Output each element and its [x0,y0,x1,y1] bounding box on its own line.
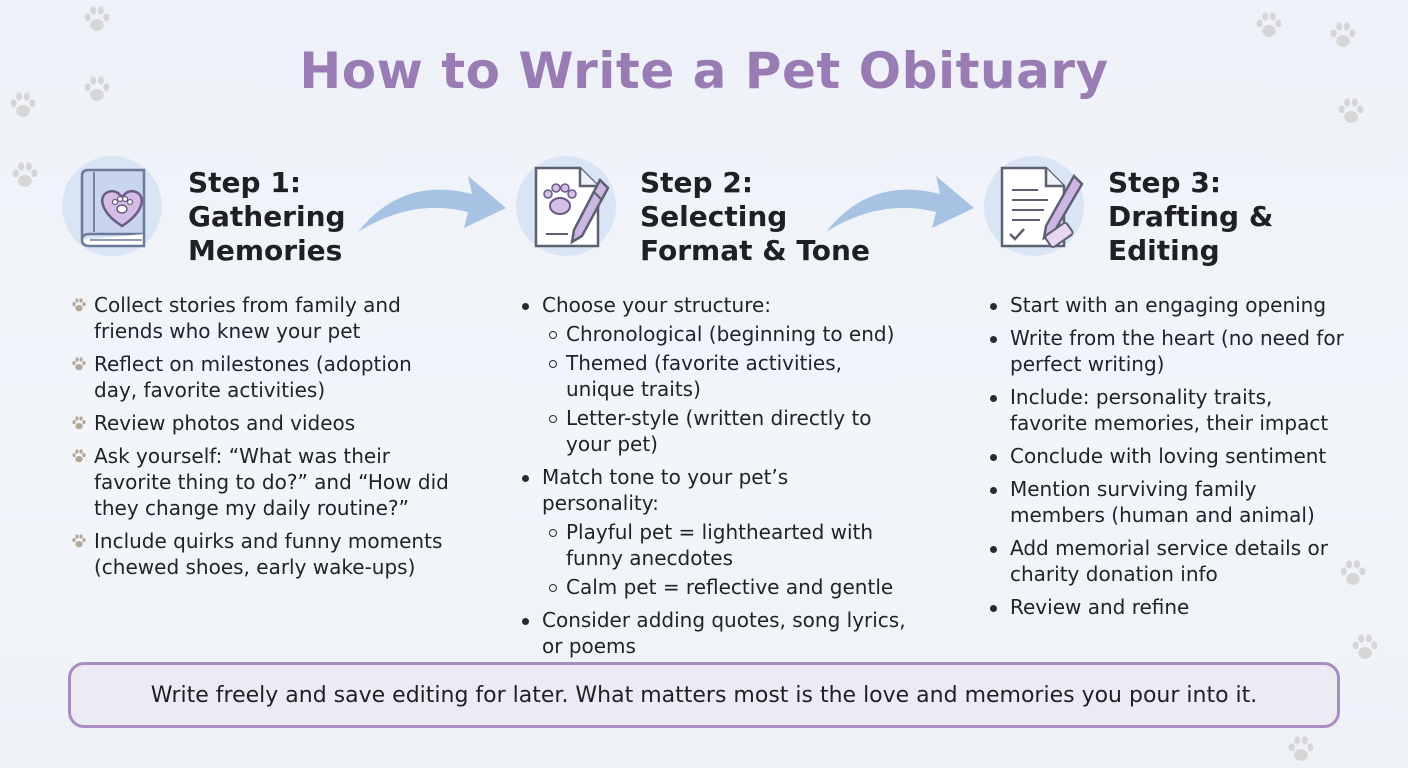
list-item-text: Match tone to your pet’s personality: [542,465,789,515]
bullet-dot [990,395,997,402]
bullet-dot [522,303,529,310]
step-1-heading [188,166,346,268]
arrow-right-icon [352,170,512,240]
list-item-text: Mention surviving family members (human and animal) [1010,477,1315,527]
list-item [70,528,450,580]
paw-bullet-icon [70,447,88,465]
bullet-dot [522,475,529,482]
document-pencil-eraser-icon [982,154,1086,258]
list-item [70,292,450,344]
step-3-heading-line: Drafting & [1108,200,1274,233]
list-item-text: Ask yourself: “What was their favorite thing to do?” and “How did they change my daily routine?” [94,444,449,520]
paw-bullet-icon [70,532,88,550]
bullet-dot [990,487,997,494]
page-title: How to Write a Pet Obituary [299,42,1109,100]
sub-list-item-text: Themed (favorite activities, unique traits) [566,351,843,401]
list-item [520,464,910,600]
step-2-heading-line: Format & Tone [640,234,870,267]
list-item-text: Review photos and videos [94,411,356,435]
list-item-text: Collect stories from family and friends who knew your pet [94,293,401,343]
sub-list-item-text: Playful pet = lighthearted with funny anecdotes [566,520,874,570]
step-3-heading [1108,166,1273,268]
paw-print-icon [1252,8,1286,42]
list-item [988,384,1348,436]
list-item-text: Review and refine [1010,595,1190,619]
step-1-heading-line: Memories [188,234,343,267]
bullet-dot [522,618,529,625]
arrow-right-icon [820,170,980,240]
list-item-text: Write from the heart (no need for perfect writing) [1010,326,1344,376]
step-2-heading-line: Step 2: [640,166,754,199]
paw-bullet-icon [70,296,88,314]
bullet-dot [990,303,997,310]
list-item-text: Conclude with loving sentiment [1010,444,1327,468]
step-3-heading-line: Editing [1108,234,1220,267]
step-1-heading-line: Gathering [188,200,346,233]
bullet-ring [549,529,557,537]
step-3-list [988,292,1348,627]
step-1-list [70,292,450,587]
sub-list-item [542,321,910,347]
list-item-text: Include quirks and funny moments (chewed shoes, early wake-ups) [94,529,443,579]
paw-print-icon [1284,732,1318,766]
book-heart-paw-icon [60,154,164,258]
bullet-dot [990,454,997,461]
list-item [70,351,450,403]
list-item [988,476,1348,528]
sub-list-item [542,574,910,600]
bullet-ring [549,584,557,592]
step-2-list [520,292,910,666]
sub-list-item-text: Chronological (beginning to end) [566,322,895,346]
paw-print-icon [80,2,114,36]
sub-list [542,519,910,600]
sub-list-item-text: Letter-style (written directly to your pet) [566,406,872,456]
bullet-dot [990,605,997,612]
list-item [520,607,910,659]
list-item-text: Start with an engaging opening [1010,293,1327,317]
bullet-dot [990,336,997,343]
list-item [988,443,1348,469]
step-3-heading-line: Step 3: [1108,166,1222,199]
footer-tip-box [68,662,1340,728]
paw-bullet-icon [70,355,88,373]
list-item [988,325,1348,377]
footer-tip-text: Write freely and save editing for later. What matters most is the love and memories you pour into it. [150,682,1258,708]
list-item [988,535,1348,587]
bullet-ring [549,415,557,423]
list-item-text: Add memorial service details or charity donation info [1010,536,1328,586]
sub-list-item [542,350,910,402]
step-2-heading-line: Selecting [640,200,788,233]
sub-list-item [542,405,910,457]
sub-list-item [542,519,910,571]
list-item [988,594,1348,620]
bullet-dot [990,546,997,553]
paper-paw-pencil-icon [514,154,618,258]
bullet-ring [549,331,557,339]
sub-list [542,321,910,457]
step-1-heading-line: Step 1: [188,166,302,199]
paw-bullet-icon [70,414,88,432]
list-item-text: Include: personality traits, favorite memories, their impact [1010,385,1329,435]
list-item [70,443,450,521]
list-item-text: Reflect on milestones (adoption day, favorite activities) [94,352,412,402]
list-item [520,292,910,457]
list-item-text: Consider adding quotes, song lyrics, or poems [542,608,906,658]
bullet-ring [549,360,557,368]
paw-print-icon [1348,630,1382,664]
list-item [70,410,450,436]
list-item [988,292,1348,318]
sub-list-item-text: Calm pet = reflective and gentle [566,575,894,599]
list-item-text: Choose your structure: [542,293,772,317]
paw-print-icon [8,158,42,192]
